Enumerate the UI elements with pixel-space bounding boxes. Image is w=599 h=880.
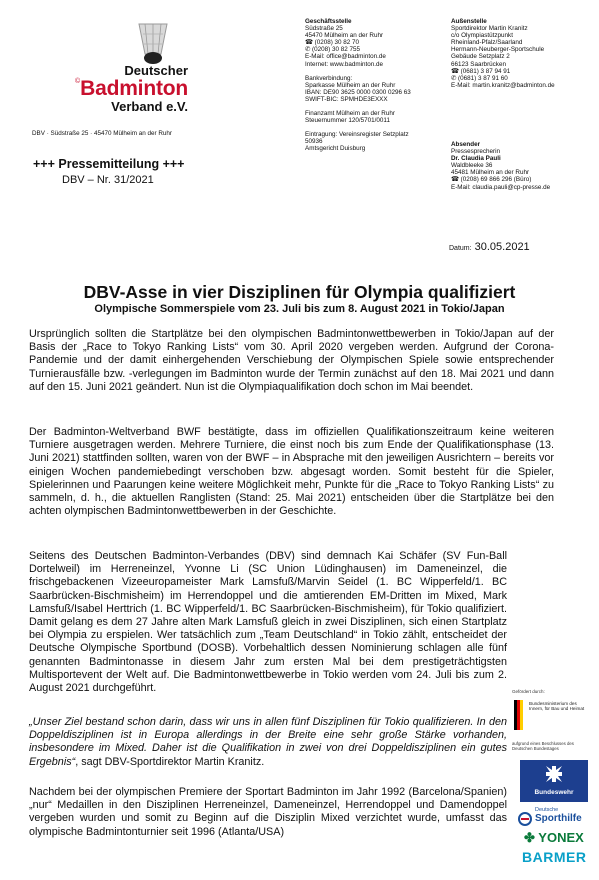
branch-line: 66123 Saarbrücken	[451, 60, 506, 68]
quote-attribution: , sagt DBV-Sportdirektor Martin Kranitz.	[75, 755, 265, 768]
bank-line: Bankverbindung:	[305, 74, 353, 82]
date-label: Datum:	[449, 245, 472, 252]
sender-email[interactable]: E-Mail: claudia.pauli@cp-presse.de	[451, 183, 551, 191]
branch-line: Gebäude Setzplatz 2	[451, 53, 510, 61]
tax-line: Steuernummer 120/5701/0011	[305, 117, 390, 125]
office-fax: ✆ (0208) 30 82 755	[305, 46, 360, 54]
page-subtitle: Olympische Sommerspiele vom 23. Juli bis zum 8. August 2021 in Tokio/Japan	[94, 303, 505, 315]
registered-mark: ©	[74, 77, 81, 85]
page-title: DBV-Asse in vier Disziplinen für Olympia qualifiziert	[83, 282, 516, 302]
sender-line: 45481 Mülheim an der Ruhr	[451, 169, 530, 177]
barmer-logo: BARMER	[522, 849, 587, 865]
sender-heading: Absender	[451, 141, 481, 148]
press-heading: +++ Pressemitteilung +++	[33, 157, 185, 171]
sender-name: Dr. Claudia Pauli	[451, 155, 501, 163]
sporthilfe-icon	[518, 812, 532, 826]
tax-line: Finanzamt Mülheim an der Ruhr	[305, 110, 395, 118]
bundeswehr-label: Bundeswehr	[534, 789, 574, 796]
eagle-icon	[514, 700, 526, 730]
bank-iban: IBAN: DE90 3625 0000 0300 0296 63	[305, 88, 411, 96]
body-paragraph: Seitens des Deutschen Badminton-Verbandes (DBV) sind demnach Kai Schäfer (SV Fun-Ball Dortelweil) im Herreneinzel, Yvonne Li (SC Union Lüdinghausen) im Dameneinzel, die frischgebackenen Vizeeuropameister Mark Lamsfuß/Marvin Seidel (1. BC Wipperfeld/1. BC Saarbrücken-Bischmisheim) im Herrendoppel und die amtierenden EM-Dritten im Mixed, Mark Lamsfuß/Isabel Herttrich (1. BC Wipperfeld/1. BC Saarbrücken-Bischmisheim), für Tokio qualifiziert. Damit gelang es dem 27 Jahre alten Mark Lamsfuß gleich in zwei Disziplinen, sich einen Startplatz bei Olympia zu erspielen. Wer tatsächlich zum „Team Deutschland“ in Tokio zählt, entscheidet der Deutsche Olympische Sportbund (DOSB). Vorbehaltlich dessen Nominierung schlagen alle fünf genannten Badmintonasse in diesem Jahr zum ersten Mal bei dem prestigeträchtigsten Multisportevent der Welt auf. Die Badmintonwettbewerbe in Tokio werden vom 24. Juli bis zum 2. August 2021 durchgeführt.	[29, 550, 507, 695]
sender-block	[451, 141, 550, 191]
logo-line3: Verband e.V.	[111, 98, 188, 114]
office-heading: Geschäftsstelle	[305, 18, 352, 25]
quote-text: „Unser Ziel bestand schon darin, dass wir uns in allen fünf Disziplinen für Tokio qualifizieren. In den Doppeldisziplinen ist in Europa allerdings in der Breite eine sehr große Stärke vorhanden, insbesondere im Mixed. Daher ist die Qualifikation in zwei von drei Doppeldisziplinen ein gutes Ergebnis“	[29, 716, 507, 768]
body-paragraph: Der Badminton-Weltverband BWF bestätigte, dass im offiziellen Qualifikationszeitraum keine weiteren Turniere ausgetragen werden. Mehrere Turniere, die einst noch bis zum Ende der Qualifikationsphase (13. Juni 2021) stattfinden sollten, waren von der BWF – in Absprache mit den jeweiligen Ausrichtern – bereits vor einigen Wochen pandemiebedingt verschoben bzw. abgesagt worden. Somit besteht für die Spieler, Spielerinnen und Paarungen keine weitere Möglichkeit mehr, Punkte für die „Race to Tokyo Ranking Lists“ zu sammeln, d. h., die aktuellen Ranglisten (Stand: 25. Mai 2021) entscheiden über die Startplätze bei den achten olympischen Badmintonwettbewerben in der Geschichte.	[29, 426, 554, 518]
branch-phone: ☎ (0681) 3 87 94 91	[451, 67, 511, 75]
register-line: Eintragung: Vereinsregister Setzplatz	[305, 131, 409, 139]
funded-by-label: Gefördert durch:	[512, 689, 545, 694]
branch-heading: Außenstelle	[451, 18, 487, 25]
office-phone: ☎ (0208) 30 82 70	[305, 39, 360, 47]
yonex-logo	[524, 830, 584, 846]
bmi-name: Bundesministerium des Innern, für Bau und Heimat	[529, 701, 585, 712]
date-value: 30.05.2021	[474, 241, 530, 253]
register-line: Amtsgericht Duisburg	[305, 145, 366, 153]
office-website[interactable]: Internet: www.badminton.de	[305, 60, 384, 68]
sender-line: Waldbleeke 36	[451, 162, 493, 170]
branch-line: Hermann-Neuberger-Sportschule	[451, 46, 545, 54]
bmi-note: aufgrund eines Beschlusses des Deutschen Bundestages	[512, 741, 574, 751]
branch-line: Rheinland-Pfalz/Saarland	[451, 39, 523, 47]
branch-line: Sportdirektor Martin Kranitz	[451, 25, 528, 33]
bank-line: Sparkasse Mülheim an der Ruhr	[305, 81, 396, 89]
sender-address-line: DBV · Südstraße 25 · 45470 Mülheim an der Ruhr	[32, 130, 172, 137]
logo-line2: Badminton	[80, 76, 188, 100]
register-line: 50936	[305, 138, 323, 146]
press-number: DBV – Nr. 31/2021	[62, 174, 154, 186]
branch-block	[451, 18, 555, 89]
dbv-logo	[40, 64, 188, 113]
body-paragraph: Nachdem bei der olympischen Premiere der Sportart Badminton im Jahr 1992 (Barcelona/Spanien) „nur“ Medaillen in den Disziplinen Herreneinzel, Dameneinzel, Herrendoppel und Damendoppel vergeben wurden und somit zu Beginn auf die Disziplin Mixed verzichtet wurde, umfasst das olympische Badmintonturnier seit 1996 (Atlanta/USA)	[29, 786, 507, 838]
bank-bic: SWIFT-BIC: SPMHDE3EXXX	[305, 95, 388, 103]
branch-line: c/o Olympiastützpunkt	[451, 32, 513, 40]
bmi-logo	[514, 698, 590, 734]
sender-role: Pressesprecherin	[451, 148, 500, 156]
sporthilfe-top: Deutsche	[535, 807, 559, 813]
branch-email[interactable]: E-Mail: martin.kranitz@badminton.de	[451, 81, 555, 89]
sender-phone: ☎ (0208) 69 866 296 (Büro)	[451, 176, 532, 184]
body-paragraph: Ursprünglich sollten die Startplätze bei den olympischen Badmintonwettbewerben in Tokio/Japan auf der Basis der „Race to Tokyo Ranking Lists“ vom 30. April 2020 vergeben werden. Aufgrund der Corona-Pandemie und der damit einhergehenden Verschiebung der Olympischen Spiele sowie entsprechender Turnierausfälle bzw. -verlegungen im Badminton wurde der Termin zunächst auf den 18. Mai 2021 und dann auf den 15. Juni 2021 geändert. Nun ist die Olympiaqualifikation doch schon im Mai beendet.	[29, 328, 554, 393]
date-field	[449, 241, 530, 253]
office-email[interactable]: E-Mail: office@badminton.de	[305, 53, 386, 61]
logo-line1: Deutscher	[124, 63, 188, 78]
office-line: 45470 Mülheim an der Ruhr	[305, 32, 384, 40]
iron-cross-icon	[544, 764, 564, 784]
office-line: Südstraße 25	[305, 25, 343, 33]
bundeswehr-logo	[520, 760, 588, 802]
office-block	[305, 18, 411, 153]
yonex-label: YONEX	[538, 830, 584, 845]
sporthilfe-logo	[518, 806, 590, 828]
yonex-icon: ✤	[524, 830, 535, 845]
quote-paragraph	[29, 716, 507, 769]
sporthilfe-label: Sporthilfe	[535, 813, 582, 824]
branch-fax: ✆ (0681) 3 87 91 60	[451, 74, 508, 82]
